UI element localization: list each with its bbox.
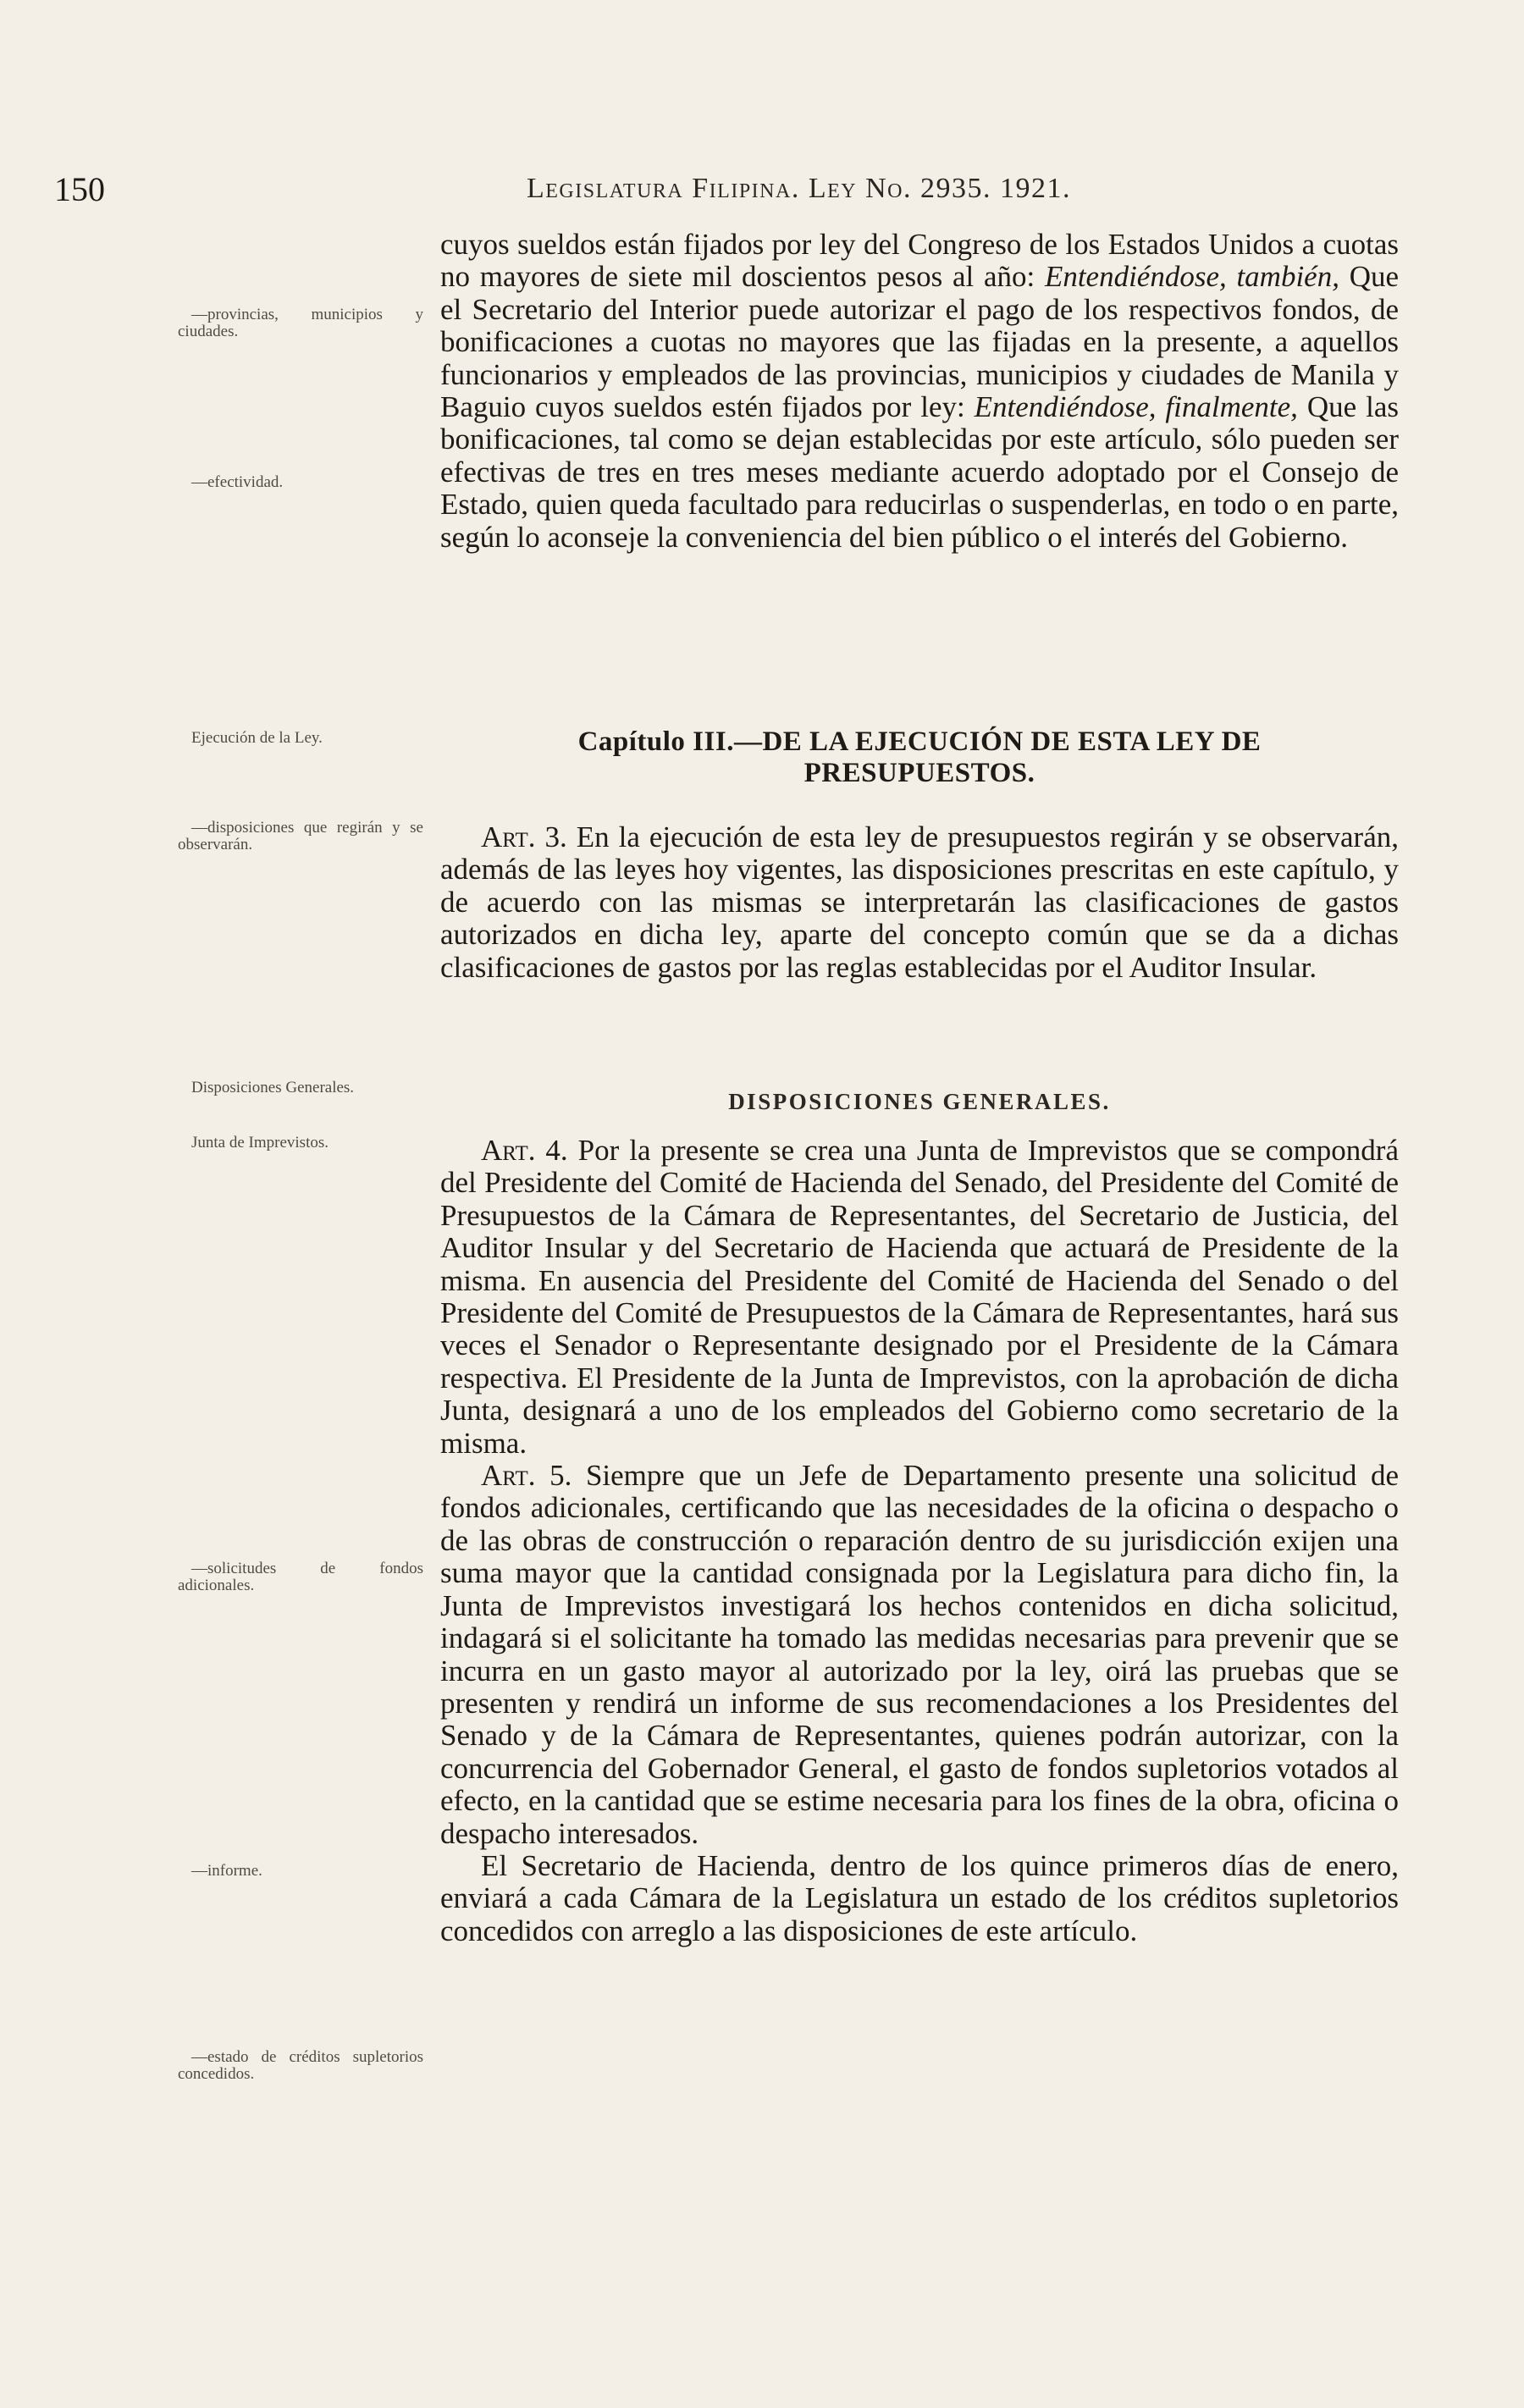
chapter-heading-line-2: PRESUPUESTOS. (803, 758, 1035, 788)
text-run: Que las bonificaciones, tal como se dejan establecidas por este artículo, sólo pueden ser efectivas de tres en tres meses mediante acuerdo adoptado por el Consejo de Estado, quien queda facultado para reducirlas o suspenderlas, en todo o en parte, según lo aconseje la conveniencia del bien público o el interés del Gobierno. (440, 390, 1399, 554)
sidenote-provincias: —provincias, municipios y ciudades. (178, 306, 423, 340)
body-block-1 (440, 229, 1399, 554)
text-run: Siempre que un Jefe de Departamento presente una solicitud de fondos adicionales, certificando que las necesidades de la oficina o despacho o de las obras de construcción o reparación dentro de su jurisdicción exijen una suma mayor que la cantidad consignada por la Legislatura para dicho fin, la Junta de Imprevistos investigará los hechos contenidos en dicha solicitud, indagará si el solicitante ha tomado las medidas necesarias para prevenir que se incurra en un gasto mayor al autorizado por la ley, oirá las pruebas que se presenten y rendirá un informe de sus recomendaciones a los Presidentes del Senado y de la Cámara de Representantes, quienes podrán autorizar, con la concurrencia del Gobernador General, el gasto de fondos supletorios votados al efecto, en la cantidad que se estime necesaria para los fines de la obra, oficina o despacho interesados. (440, 1459, 1399, 1850)
paragraph-art-5 (440, 1460, 1399, 1850)
text-run: Que el Secretario del Interior puede autorizar el pago de los respectivos fondos, de bonificaciones a cuotas no mayores que las fijadas en la presente, a aquellos funcionarios y empleados de las provincias, municipios y ciudades de Manila y Baguio cuyos sueldos estén fijados por ley: (440, 260, 1399, 424)
article-label: Art. 5. (481, 1459, 572, 1493)
chapter-heading-line-1: Capítulo III.—DE LA EJECUCIÓN DE ESTA LEY DE (577, 726, 1262, 757)
italic-run: Entendiéndose, finalmente, (974, 390, 1298, 424)
sidenote-informe: —informe. (191, 1862, 262, 1880)
paragraph-art-3 (440, 821, 1399, 984)
sidenote-estado: —estado de créditos supletorios concedidos. (178, 2048, 423, 2083)
article-label: Art. 3. (481, 820, 567, 853)
article-label: Art. 4. (481, 1134, 568, 1167)
text-run: Por la presente se crea una Junta de Imprevistos que se compondrá del Presidente del Comité de Hacienda del Senado, del Presidente del Comité de Presupuestos de la Cámara de Representantes, del Secretario de Justicia, del Auditor Insular y del Secretario de Hacienda que actuará de Presidente de la misma. En ausencia del Presidente del Comité de Hacienda del Senado o del Presidente del Comité de Presupuestos de la Cámara de Representantes, hará sus veces el Senador o Representante designado por el Presidente de la Cámara respectiva. El Presidente de la Junta de Imprevistos, con la aprobación de dicha Junta, designará a uno de los empleados del Gobierno como secretario de la misma. (440, 1134, 1399, 1460)
sidenote-ejecucion: Ejecución de la Ley. (191, 729, 323, 747)
body-block-art4-5 (440, 1135, 1399, 1947)
sidenote-disposiciones-generales: Disposiciones Generales. (191, 1079, 355, 1096)
body-block-art3 (440, 821, 1399, 984)
sidenote-efectividad: —efectividad. (191, 473, 284, 491)
paragraph-estado: El Secretario de Hacienda, dentro de los quince primeros días de enero, enviará a cada Cámara de la Legislatura un estado de los créditos supletorios concedidos con arreglo a las disposiciones de este artículo. (440, 1848, 1399, 1947)
sidenote-junta: Junta de Imprevistos. (191, 1134, 329, 1152)
running-head: Legislatura Filipina. Ley No. 2935. 1921. (527, 173, 1071, 204)
text-run: cuyos sueldos están fijados por ley del Congreso de los Estados Unidos a cuotas no mayores de siete mil doscientos pesos al año: (440, 228, 1399, 294)
general-heading: DISPOSICIONES GENERALES. (728, 1089, 1111, 1114)
sidenote-solicitudes: —solicitudes de fondos adicionales. (178, 1560, 423, 1594)
italic-run: Entendiéndose, también, (1044, 260, 1339, 294)
sidenote-disposiciones-que-regiran: —disposiciones que regirán y se observarán. (178, 819, 423, 853)
chapter-heading (440, 726, 1399, 789)
text-run: En la ejecución de esta ley de presupuestos regirán y se observarán, además de las leyes hoy vigentes, las disposiciones prescritas en este capítulo, y de acuerdo con las mismas se interpretarán las clasificaciones de gastos autorizados en dicha ley, aparte del concepto común que se da a dichas clasificaciones de gastos por las reglas establecidas por el Auditor Insular. (440, 820, 1399, 984)
page-number: 150 (54, 170, 105, 208)
paragraph-art-4 (440, 1135, 1399, 1460)
paragraph-bonificaciones (440, 229, 1399, 554)
